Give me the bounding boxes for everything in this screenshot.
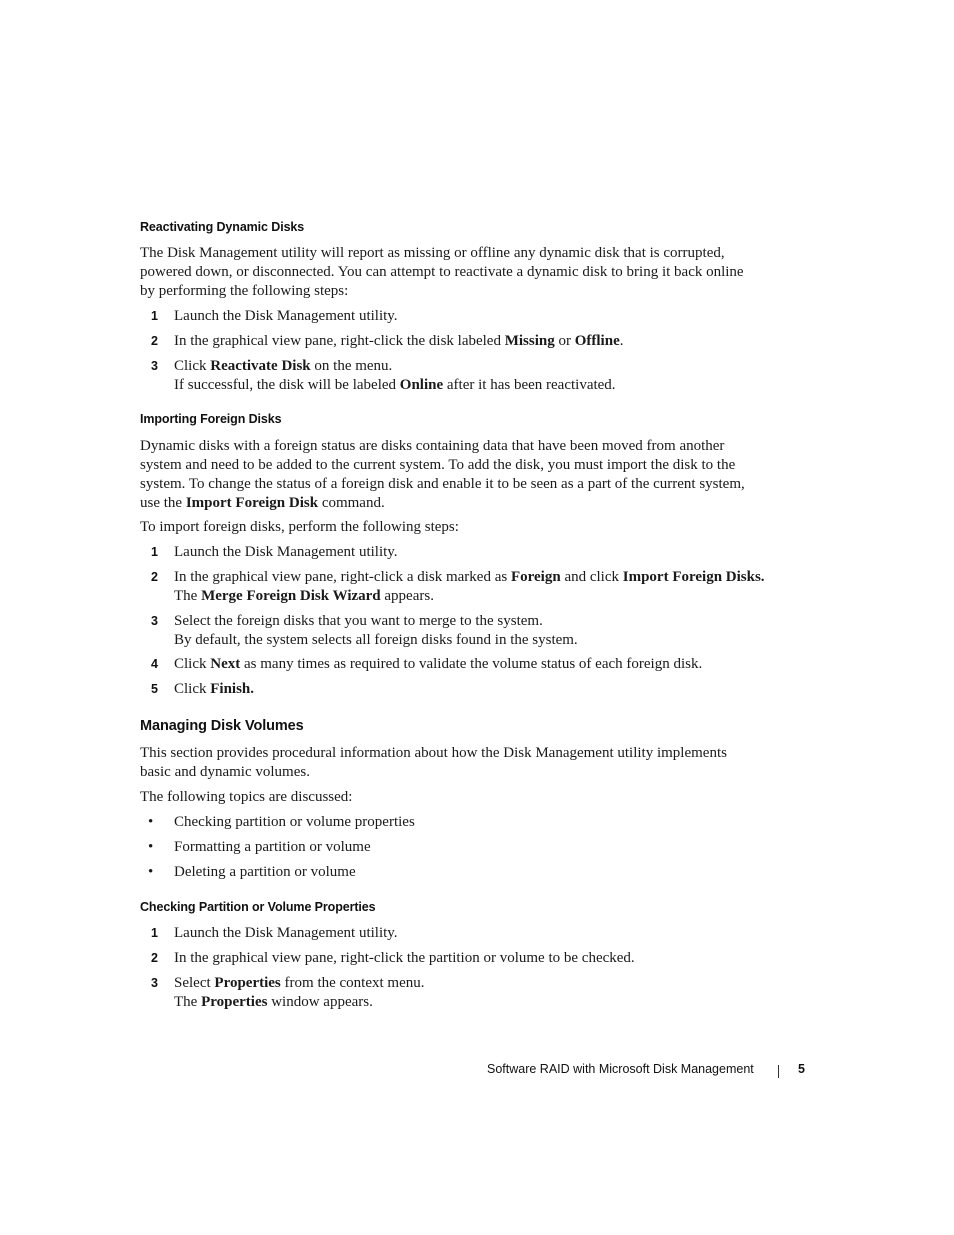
step-text: Launch the Disk Management utility. xyxy=(174,925,398,941)
step-text: Launch the Disk Management utility. xyxy=(174,308,398,324)
step-number: 3 xyxy=(151,614,158,628)
page-number: 5 xyxy=(798,1062,805,1076)
section-heading-importing: Importing Foreign Disks xyxy=(140,412,282,426)
step-number: 5 xyxy=(151,682,158,696)
section-heading-managing: Managing Disk Volumes xyxy=(140,718,304,734)
bullet-marker: • xyxy=(148,864,154,880)
list-item xyxy=(140,568,780,606)
list-item xyxy=(140,863,780,882)
step-number: 1 xyxy=(151,309,158,323)
step-number: 2 xyxy=(151,334,158,348)
list-item xyxy=(140,680,780,699)
reactivating-intro: The Disk Management utility will report as missing or offline any dynamic disk that is corrupted, powered down, or disconnected. You can attempt to reactivate a dynamic disk to bring it back online by performing the following steps: xyxy=(140,245,744,299)
step-subtext: If successful, the disk will be labeled Online after it has been reactivated. xyxy=(174,377,616,393)
step-number: 1 xyxy=(151,545,158,559)
step-number: 3 xyxy=(151,359,158,373)
step-text: Click Finish. xyxy=(174,681,255,697)
step-text: In the graphical view pane, right-click the partition or volume to be checked. xyxy=(174,950,635,966)
list-item xyxy=(140,924,780,943)
bullet-text: Formatting a partition or volume xyxy=(174,839,371,855)
step-number: 3 xyxy=(151,976,158,990)
step-subtext: The Merge Foreign Disk Wizard appears. xyxy=(174,588,434,604)
step-text: Select Properties from the context menu. xyxy=(174,975,425,991)
list-item xyxy=(140,838,780,857)
footer-title: Software RAID with Microsoft Disk Management xyxy=(487,1062,754,1076)
list-item xyxy=(140,612,780,650)
bullet-text: Checking partition or volume properties xyxy=(174,814,415,830)
bullet-text: Deleting a partition or volume xyxy=(174,864,356,880)
step-number: 2 xyxy=(151,951,158,965)
managing-intro: This section provides procedural information about how the Disk Management utility implements basic and dynamic volumes. xyxy=(140,745,727,780)
bullet-marker: • xyxy=(148,814,154,830)
step-subtext: By default, the system selects all foreign disks found in the system. xyxy=(174,632,578,648)
list-item xyxy=(140,332,780,351)
step-text: In the graphical view pane, right-click a disk marked as Foreign and click Import Foreign Disks. xyxy=(174,569,765,585)
list-item xyxy=(140,357,780,395)
list-item xyxy=(140,974,780,1012)
list-item xyxy=(140,543,780,562)
importing-intro: Dynamic disks with a foreign status are disks containing data that have been moved from another system and need to be added to the current system. To add the disk, you must import the disk to the system. To change the status of a foreign disk and enable it to be seen as a part of the current system, use the Import Foreign Disk command. xyxy=(140,438,745,511)
step-text: Click Reactivate Disk on the menu. xyxy=(174,358,393,374)
step-text: Launch the Disk Management utility. xyxy=(174,544,398,560)
importing-lead: To import foreign disks, perform the following steps: xyxy=(140,519,459,535)
step-subtext: The Properties window appears. xyxy=(174,994,373,1010)
managing-lead: The following topics are discussed: xyxy=(140,789,353,805)
step-number: 1 xyxy=(151,926,158,940)
step-text: Select the foreign disks that you want to merge to the system. xyxy=(174,613,543,629)
section-heading-reactivating: Reactivating Dynamic Disks xyxy=(140,220,305,234)
list-item xyxy=(140,813,780,832)
step-text: Click Next as many times as required to validate the volume status of each foreign disk. xyxy=(174,656,703,672)
list-item xyxy=(140,949,780,968)
section-heading-checking: Checking Partition or Volume Properties xyxy=(140,900,376,914)
list-item xyxy=(140,655,780,674)
bullet-marker: • xyxy=(148,839,154,855)
step-number: 2 xyxy=(151,570,158,584)
step-text: In the graphical view pane, right-click the disk labeled Missing or Offline. xyxy=(174,333,624,349)
footer-divider xyxy=(778,1065,779,1078)
step-number: 4 xyxy=(151,657,158,671)
list-item xyxy=(140,307,780,326)
